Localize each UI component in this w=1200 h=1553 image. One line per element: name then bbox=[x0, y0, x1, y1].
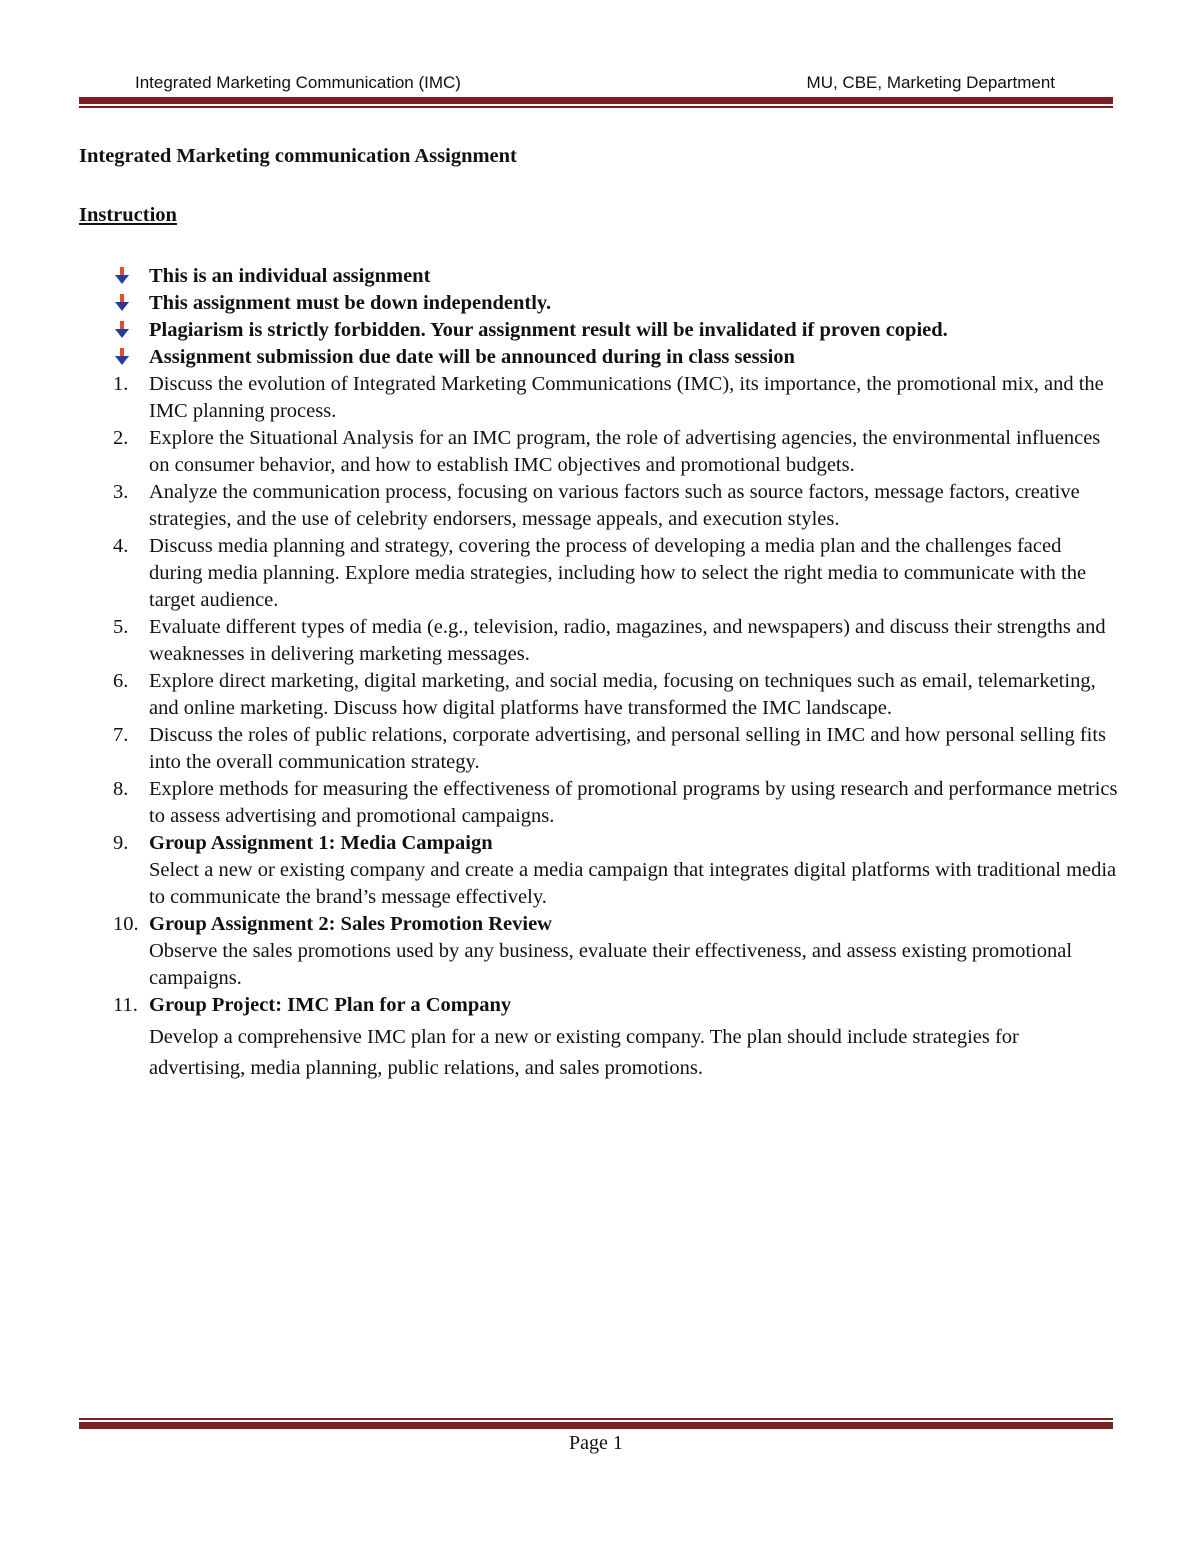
question-number: 7. bbox=[113, 724, 129, 746]
instruction-text: Plagiarism is strictly forbidden. Your assignment result will be invalidated if proven copied. bbox=[149, 319, 948, 341]
question-text: Discuss media planning and strategy, covering the process of developing a media plan and the challenges faced during media planning. Explore media strategies, including how to select the right media to communicate with the target audience. bbox=[149, 535, 1087, 611]
header-course-title: Integrated Marketing Communication (IMC) bbox=[135, 73, 461, 92]
question-item bbox=[79, 533, 1119, 614]
question-number: 10. bbox=[113, 913, 139, 935]
page-header bbox=[135, 73, 1055, 93]
question-list bbox=[79, 371, 1119, 1084]
question-number: 11. bbox=[113, 994, 138, 1016]
question-text: Discuss the roles of public relations, corporate advertising, and personal selling in IMC and how personal selling fits into the overall communication strategy. bbox=[149, 724, 1107, 773]
down-arrow-bullet-icon bbox=[115, 321, 129, 339]
question-item bbox=[79, 992, 1119, 1084]
question-text: Select a new or existing company and create a media campaign that integrates digital platforms with traditional media to communicate the brand’s message effectively. bbox=[149, 859, 1117, 908]
instruction-text: Assignment submission due date will be announced during in class session bbox=[149, 346, 795, 368]
question-item bbox=[79, 614, 1119, 668]
question-item bbox=[79, 776, 1119, 830]
question-number: 4. bbox=[113, 535, 129, 557]
question-heading: Group Project: IMC Plan for a Company bbox=[149, 994, 512, 1016]
document-body bbox=[79, 143, 1119, 1084]
question-item bbox=[79, 722, 1119, 776]
instruction-item bbox=[79, 317, 1119, 344]
question-text: Explore direct marketing, digital marketing, and social media, focusing on techniques such as email, telemarketing, and online marketing. Discuss how digital platforms have transformed the IMC landscape. bbox=[149, 670, 1096, 719]
down-arrow-bullet-icon bbox=[115, 348, 129, 366]
question-number: 1. bbox=[113, 373, 129, 395]
question-heading: Group Assignment 1: Media Campaign bbox=[149, 832, 493, 854]
question-item bbox=[79, 371, 1119, 425]
question-number: 2. bbox=[113, 427, 129, 449]
instruction-item bbox=[79, 344, 1119, 371]
footer-rule bbox=[79, 1418, 1113, 1429]
question-number: 6. bbox=[113, 670, 129, 692]
question-number: 5. bbox=[113, 616, 129, 638]
header-department: MU, CBE, Marketing Department bbox=[806, 73, 1055, 92]
header-rule bbox=[79, 97, 1113, 108]
question-heading: Group Assignment 2: Sales Promotion Review bbox=[149, 913, 552, 935]
down-arrow-bullet-icon bbox=[115, 294, 129, 312]
question-text: Analyze the communication process, focusing on various factors such as source factors, message factors, creative strategies, and the use of celebrity endorsers, message appeals, and execution styles. bbox=[149, 481, 1080, 530]
question-text: Evaluate different types of media (e.g., television, radio, magazines, and newspapers) and discuss their strengths and weaknesses in delivering marketing messages. bbox=[149, 616, 1106, 665]
question-text: Observe the sales promotions used by any business, evaluate their effectiveness, and assess existing promotional campaigns. bbox=[149, 940, 1073, 989]
instruction-item bbox=[79, 263, 1119, 290]
question-item bbox=[79, 911, 1119, 992]
question-item bbox=[79, 479, 1119, 533]
question-number: 8. bbox=[113, 778, 129, 800]
question-text: Explore methods for measuring the effectiveness of promotional programs by using research and performance metrics to assess advertising and promotional campaigns. bbox=[149, 778, 1118, 827]
question-text: Develop a comprehensive IMC plan for a new or existing company. The plan should include strategies for advertising, media planning, public relations, and sales promotions. bbox=[149, 1026, 1019, 1079]
question-item bbox=[79, 425, 1119, 479]
instruction-text: This is an individual assignment bbox=[149, 265, 431, 287]
question-number: 9. bbox=[113, 832, 129, 854]
instruction-heading: Instruction bbox=[79, 204, 177, 226]
document-title: Integrated Marketing communication Assignment bbox=[79, 145, 517, 167]
question-item bbox=[79, 830, 1119, 911]
instruction-item bbox=[79, 290, 1119, 317]
down-arrow-bullet-icon bbox=[115, 267, 129, 285]
question-number: 3. bbox=[113, 481, 129, 503]
instruction-list bbox=[79, 263, 1119, 371]
instruction-text: This assignment must be down independently. bbox=[149, 292, 552, 314]
question-text: Discuss the evolution of Integrated Marketing Communications (IMC), its importance, the promotional mix, and the IMC planning process. bbox=[149, 373, 1104, 422]
question-text: Explore the Situational Analysis for an IMC program, the role of advertising agencies, the environmental influences on consumer behavior, and how to establish IMC objectives and promotional budgets. bbox=[149, 427, 1101, 476]
question-item bbox=[79, 668, 1119, 722]
page-number: Page 1 bbox=[569, 1432, 623, 1454]
